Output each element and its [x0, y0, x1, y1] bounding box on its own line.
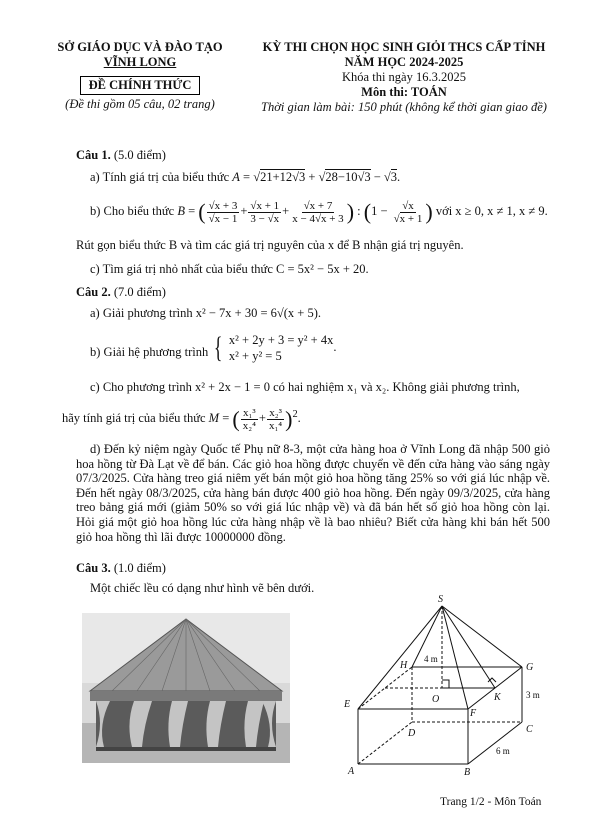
label-e: E — [344, 699, 351, 710]
label-g: G — [526, 662, 534, 673]
header-left — [40, 40, 240, 112]
label-h: H — [400, 660, 408, 671]
q1c: c) Tìm giá trị nhỏ nhất của biểu thức C = 5x² − 5x + 20. — [90, 262, 369, 276]
q1b-text: Rút gọn biểu thức B và tìm các giá trị nguyên của x để B nhận giá trị nguyên. — [76, 238, 464, 252]
label-b: B — [464, 767, 471, 778]
label-k: K — [494, 692, 501, 703]
q2b-eq2: x² + y² = 5 — [228, 349, 282, 363]
q2b-eq1: x² + 2y + 3 = y² + 4x — [228, 333, 334, 347]
dim-height: 4 m — [424, 654, 438, 664]
tent-diagram — [338, 592, 558, 782]
tent-photo — [82, 613, 290, 763]
q2c-line2: hãy tính giá trị của biểu thức M = ( $\frac{\text{x₁³}}{\text{x₂⁴}}$ + $\frac{\text{x₂³}}{\text{x₁⁴}}$ )$^2$. — [62, 406, 301, 432]
label-f: F — [470, 708, 477, 719]
official-badge: ĐỀ CHÍNH THỨC — [80, 76, 201, 95]
school-year: NĂM HỌC 2024-2025 — [344, 55, 464, 69]
subject: Môn thi: TOÁN — [361, 85, 447, 99]
q1a: a) Tính giá trị của biểu thức A = √21+12√3 + √28−10√3 − √3. — [90, 170, 401, 184]
q2d: d) Đến kỷ niệm ngày Quốc tế Phụ nữ 8-3, một cửa hàng hoa ở Vĩnh Long đã nhập 500 giỏ hoa hồng từ Đà Lạt về để bán. Các giỏ hoa hồng được chuyển về đến cửa hàng vào sáng ngày 07/3/2025. Cửa hàng treo giá niêm yết bán một giỏ hoa hồng tăng 25% so với giá lúc nhập về. Đến hết ngày 08/3/2025, cửa hàng bán được 400 giỏ hoa hồng. Đến ngày 09/3/2025, cửa hàng treo bảng giá mới (giảm 50% so với giá lúc nhập về) và đã bán hết số giỏ hoa hồng còn lại. Hỏi giá một giỏ hoa hồng lúc cửa hàng nhập về là bao nhiêu? Biết cửa hàng khi bán hết 500 giỏ hoa hồng thì lãi được 10000000 đồng. — [76, 442, 550, 544]
dim-wall: 3 m — [526, 690, 540, 700]
q1b: b) Cho biểu thức B = ( $\frac{√x + 3}{√x - 1}$ + $\frac{√x + 1}{3 - √x}$ + $\frac{√x + 7}{x - 4√x + 3}$ ) : (1 − $\frac{√x}{√x + 1}$ ) với x ≥ 0, x ≠ 1, x ≠ 9. — [90, 199, 548, 225]
label-d: D — [408, 728, 416, 739]
exam-title: KỲ THI CHỌN HỌC SINH GIỎI THCS CẤP TỈNH — [262, 40, 546, 54]
exam-date: Khóa thi ngày 16.3.2025 — [342, 70, 466, 84]
province-name: VĨNH LONG — [103, 55, 177, 69]
q2-heading: Câu 2. (7.0 điểm) — [76, 285, 166, 299]
q3-heading: Câu 3. (1.0 điểm) — [76, 561, 166, 575]
q3-text: Một chiếc lều có dạng như hình vẽ bên dưới. — [90, 581, 315, 595]
label-a: A — [348, 766, 355, 777]
header-right — [244, 40, 564, 115]
q2a: a) Giải phương trình x² − 7x + 30 = 6√(x + 5). — [90, 306, 321, 320]
department-name: SỞ GIÁO DỤC VÀ ĐÀO TẠO — [57, 40, 223, 54]
q2c-line1: c) Cho phương trình x² + 2x − 1 = 0 có hai nghiệm x₁ và x₂. Không giải phương trình, — [90, 380, 520, 394]
label-o: O — [432, 694, 440, 705]
label-c: C — [526, 724, 533, 735]
pages-note: (Đề thi gồm 05 câu, 02 trang) — [65, 97, 215, 111]
dim-side: 6 m — [496, 746, 510, 756]
q1-heading: Câu 1. (5.0 điểm) — [76, 148, 166, 162]
q2b: b) Giải hệ phương trình { x² + 2y + 3 = y² + 4x x² + y² = 5. — [90, 331, 337, 364]
label-s: S — [438, 594, 443, 605]
exam-time: Thời gian làm bài: 150 phút (không kể thời gian giao đề) — [261, 100, 547, 114]
page-footer: Trang 1/2 - Môn Toán — [440, 796, 542, 808]
